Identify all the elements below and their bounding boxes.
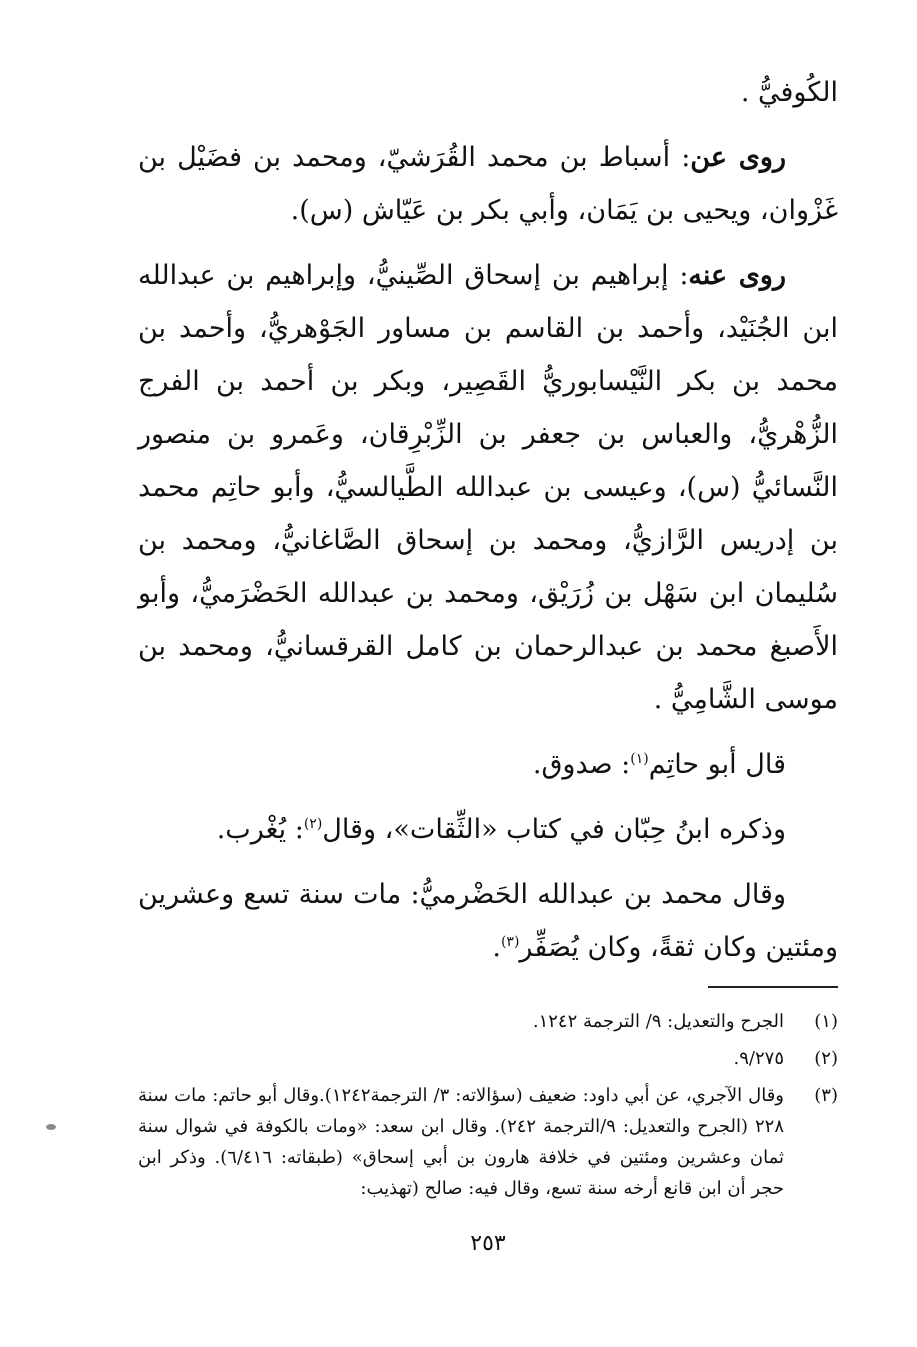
ibn-hibban-paragraph — [138, 803, 838, 856]
footnote — [138, 1080, 838, 1204]
footnote-number: (٢) — [814, 1048, 838, 1069]
ibn-hibban-after: : يُغْرب. — [216, 814, 304, 845]
footnote-text: الجرح والتعديل: ٩/ الترجمة ١٢٤٢. — [532, 1011, 784, 1032]
footnote-ref-1[interactable]: (١) — [630, 751, 649, 767]
hadrami-paragraph — [138, 868, 838, 974]
footnote-text: وقال الآجري، عن أبي داود: ضعيف (سؤالاته: ٣/ الترجمة١٢٤٢).وقال أبو حاتم: مات سنة ٢٢٨ (الجرح والتعديل: ٩/الترجمة ٢٤٢). وقال ابن سعد: «ومات بالكوفة في شوال سنة ثمان وعشرين ومئتين في خلافة هارون بن أبي إسحاق» (طبقاته: ٦/٤١٦). وذكر ابن حجر أن ابن قانع أرخه سنة تسع، وقال فيه: صالح (تهذيب: — [138, 1085, 785, 1199]
rawa-anhu-lead: روى عنه — [688, 260, 786, 291]
footnotes — [138, 1006, 838, 1210]
rawa-an-paragraph — [138, 131, 838, 237]
hadrami-text: وقال محمد بن عبدالله الحَضْرميُّ: مات سنة تسع وعشرين ومئتين وكان ثقةً، وكان يُصَفِّر — [138, 879, 838, 963]
footnote — [138, 1006, 838, 1037]
rawa-an-lead: روى عن — [690, 142, 786, 173]
scan-speck — [46, 1124, 56, 1130]
rawa-anhu-text: : إبراهيم بن إسحاق الصِّينيُّ، وإبراهيم بن عبدالله ابن الجُنَيْد، وأحمد بن القاسم بن مساور الجَوْهريُّ، وأحمد بن محمد بن بكر النَّيْسابوريُّ القَصِير، وبكر بن أحمد بن الفرج الزُّهْريُّ، والعباس بن جعفر بن الزِّبْرِقان، وعَمرو بن منصور النَّسائيُّ (س)، وعيسى بن عبدالله الطَّيالسيُّ، وأبو حاتِم محمد بن إدريس الرَّازيُّ، ومحمد بن إسحاق الصَّاغانيُّ، ومحمد بن سُليمان ابن سَهْل بن زُرَيْق، ومحمد بن عبدالله الحَضْرَميُّ، وأبو الأَصبغ محمد بن عبدالرحمان بن كامل القرقسانيُّ، ومحمد بن موسى الشَّامِيُّ . — [138, 260, 838, 715]
footnote-number: (٣) — [814, 1085, 838, 1106]
footnote-separator — [708, 986, 838, 988]
main-text — [138, 66, 838, 974]
hadrami-after: . — [492, 932, 501, 963]
page — [138, 66, 838, 1291]
abu-hatim-text: قال أبو حاتِم — [648, 749, 786, 780]
footnote-number: (١) — [814, 1011, 838, 1032]
page-number: ٢٥٣ — [470, 1231, 506, 1256]
abu-hatim-after: : صدوق. — [532, 749, 631, 780]
footnote — [138, 1043, 838, 1074]
footnote-ref-3[interactable]: (٣) — [500, 934, 520, 950]
ibn-hibban-text: وذكره ابنُ حِبّان في كتاب «الثِّقات»، وقال — [322, 814, 786, 845]
footnote-ref-2[interactable]: (٢) — [303, 816, 323, 832]
opening-line: الكُوفيُّ . — [740, 77, 838, 108]
rawa-an-text: : أسباط بن محمد القُرَشيّ، ومحمد بن فضَيْل بن غَزْوان، ويحيى بن يَمَان، وأبي بكر بن عَيّاش (س). — [138, 142, 838, 226]
abu-hatim-paragraph — [138, 738, 838, 791]
rawa-anhu-paragraph — [138, 249, 838, 726]
footnote-text: ٩/٢٧٥. — [733, 1048, 784, 1069]
